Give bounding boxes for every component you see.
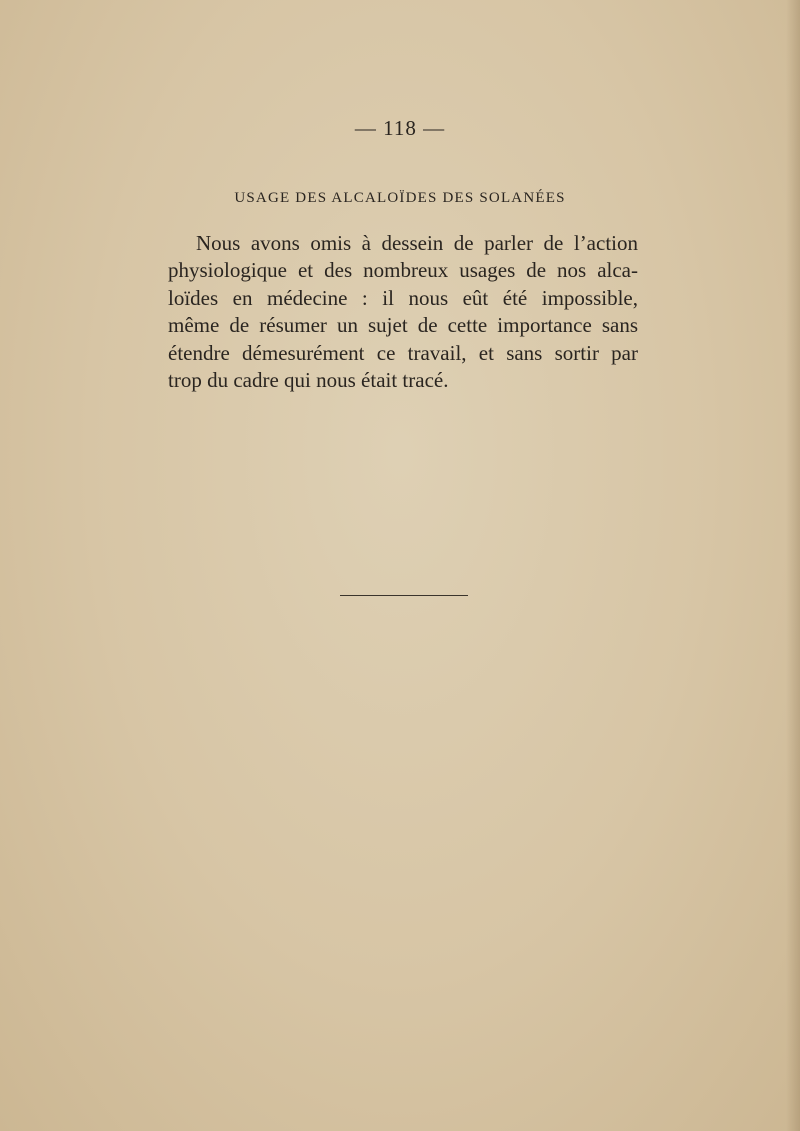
paragraph-line: Nous avons omis à dessein de parler de l’action	[196, 231, 638, 255]
paragraph-line: même de résumer un sujet de cette importance sans	[168, 313, 638, 338]
section-heading: USAGE DES ALCALOÏDES DES SOLANÉES	[234, 190, 566, 206]
paragraph-line: étendre démesurément ce travail, et sans sortir par	[168, 340, 638, 365]
paragraph-line: physiologique et des nombreux usages de nos alca-	[168, 258, 638, 283]
body-paragraph	[168, 230, 638, 394]
section-divider	[340, 595, 468, 596]
paragraph-line: trop du cadre qui nous était tracé.	[168, 368, 449, 393]
page-edge-shadow	[786, 0, 800, 1131]
page-number: — 118 —	[354, 116, 446, 140]
paragraph-line: loïdes en médecine : il nous eût été impossible,	[168, 285, 638, 310]
